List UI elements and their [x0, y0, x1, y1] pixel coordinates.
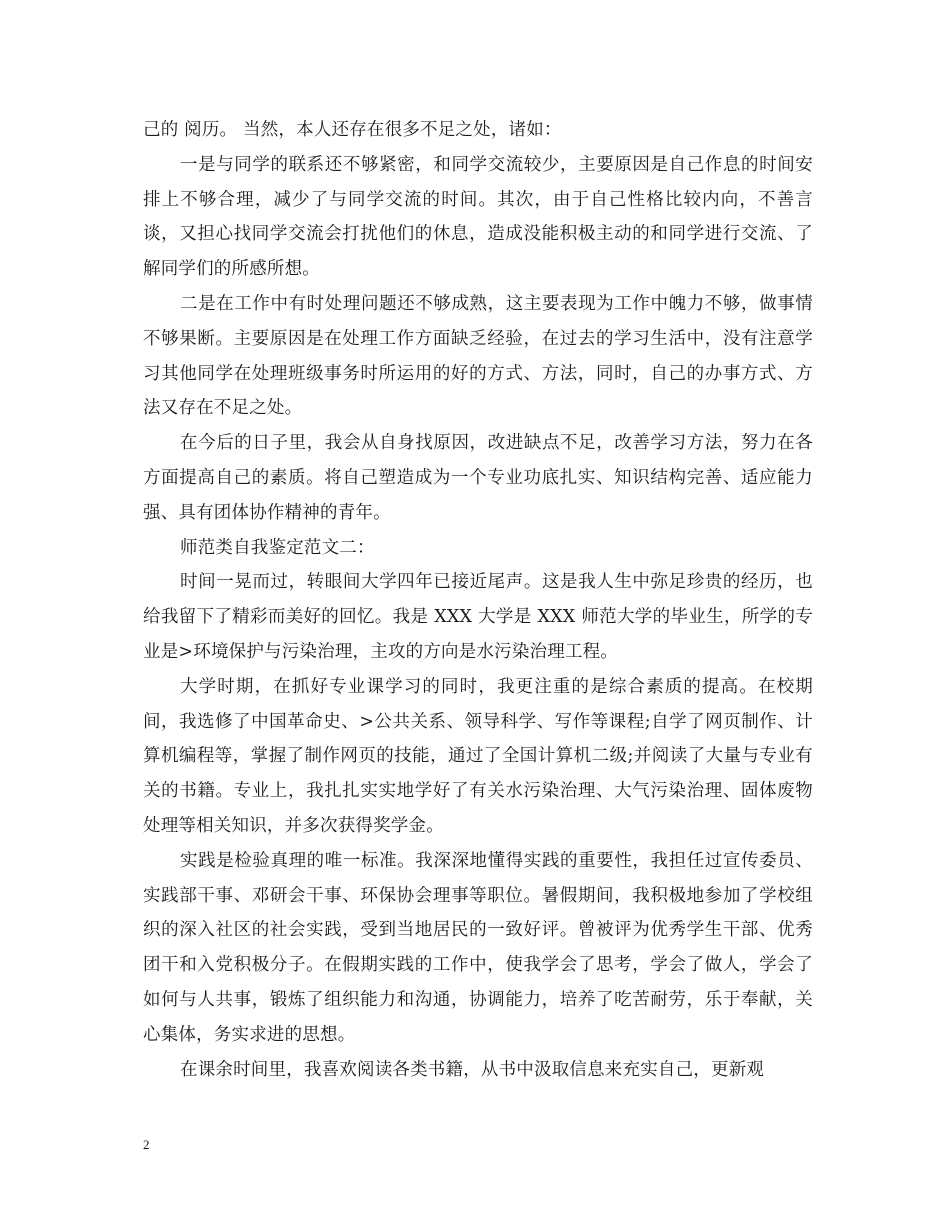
paragraph-5: 时间一晃而过，转眼间大学四年已接近尾声。这是我人生中弥足珍贵的经历，也给我留下了精彩而美好的回忆。我是 XXX 大学是 XXX 师范大学的毕业生，所学的专业是>环境保护与污染治理，主攻的方向是水污染治理工程。 [143, 572, 813, 662]
paragraph-3: 二是在工作中有时处理问题还不够成熟，这主要表现为工作中魄力不够，做事情不够果断。主要原因是在处理工作方面缺乏经验，在过去的学习生活中，没有注意学习其他同学在处理班级事务时所运用的好的方式、方法，同时，自己的办事方式、方法又存在不足之处。 [143, 293, 813, 419]
paragraph-2: 一是与同学的联系还不够紧密，和同学交流较少，主要原因是自己作息的时间安排上不够合理，减少了与同学交流的时间。其次，由于自己性格比较内向，不善言谈，又担心找同学交流会打扰他们的休息，造成没能积极主动的和同学进行交流、了解同学们的所感所想。 [143, 154, 813, 280]
page-number: 2 [143, 1137, 150, 1152]
paragraph-1: 己的 阅历。 当然，本人还存在很多不足之处，诸如： [143, 120, 562, 140]
paragraph-6: 大学时期，在抓好专业课学习的同时，我更注重的是综合素质的提高。在校期间，我选修了中国革命史、>公共关系、领导科学、写作等课程;自学了网页制作、计算机编程等，掌握了制作网页的技能，通过了全国计算机二级;并阅读了大量与专业有关的书籍。专业上，我扎扎实实地学好了有关水污染治理、大气污染治理、固体废物处理等相关知识，并多次获得奖学金。 [143, 676, 813, 836]
document-body [143, 113, 813, 1087]
paragraph-8: 在课余时间里，我喜欢阅读各类书籍，从书中汲取信息来充实自己，更新观 [180, 1059, 765, 1080]
section-heading: 师范类自我鉴定范文二： [180, 537, 375, 558]
paragraph-7: 实践是检验真理的唯一标准。我深深地懂得实践的重要性，我担任过宣传委员、实践部干事、邓研会干事、环保协会理事等职位。暑假期间，我积极地参加了学校组织的深入社区的社会实践，受到当地居民的一致好评。曾被评为优秀学生干部、优秀团干和入党积极分子。在假期实践的工作中，使我学会了思考，学会了做人，学会了如何与人共事，锻炼了组织能力和沟通，协调能力，培养了吃苦耐劳，乐于奉献，关心集体，务实求进的思想。 [143, 850, 813, 1045]
paragraph-4: 在今后的日子里，我会从自身找原因，改进缺点不足，改善学习方法，努力在各方面提高自己的素质。将自己塑造成为一个专业功底扎实、知识结构完善、适应能力强、具有团体协作精神的青年。 [143, 433, 813, 523]
